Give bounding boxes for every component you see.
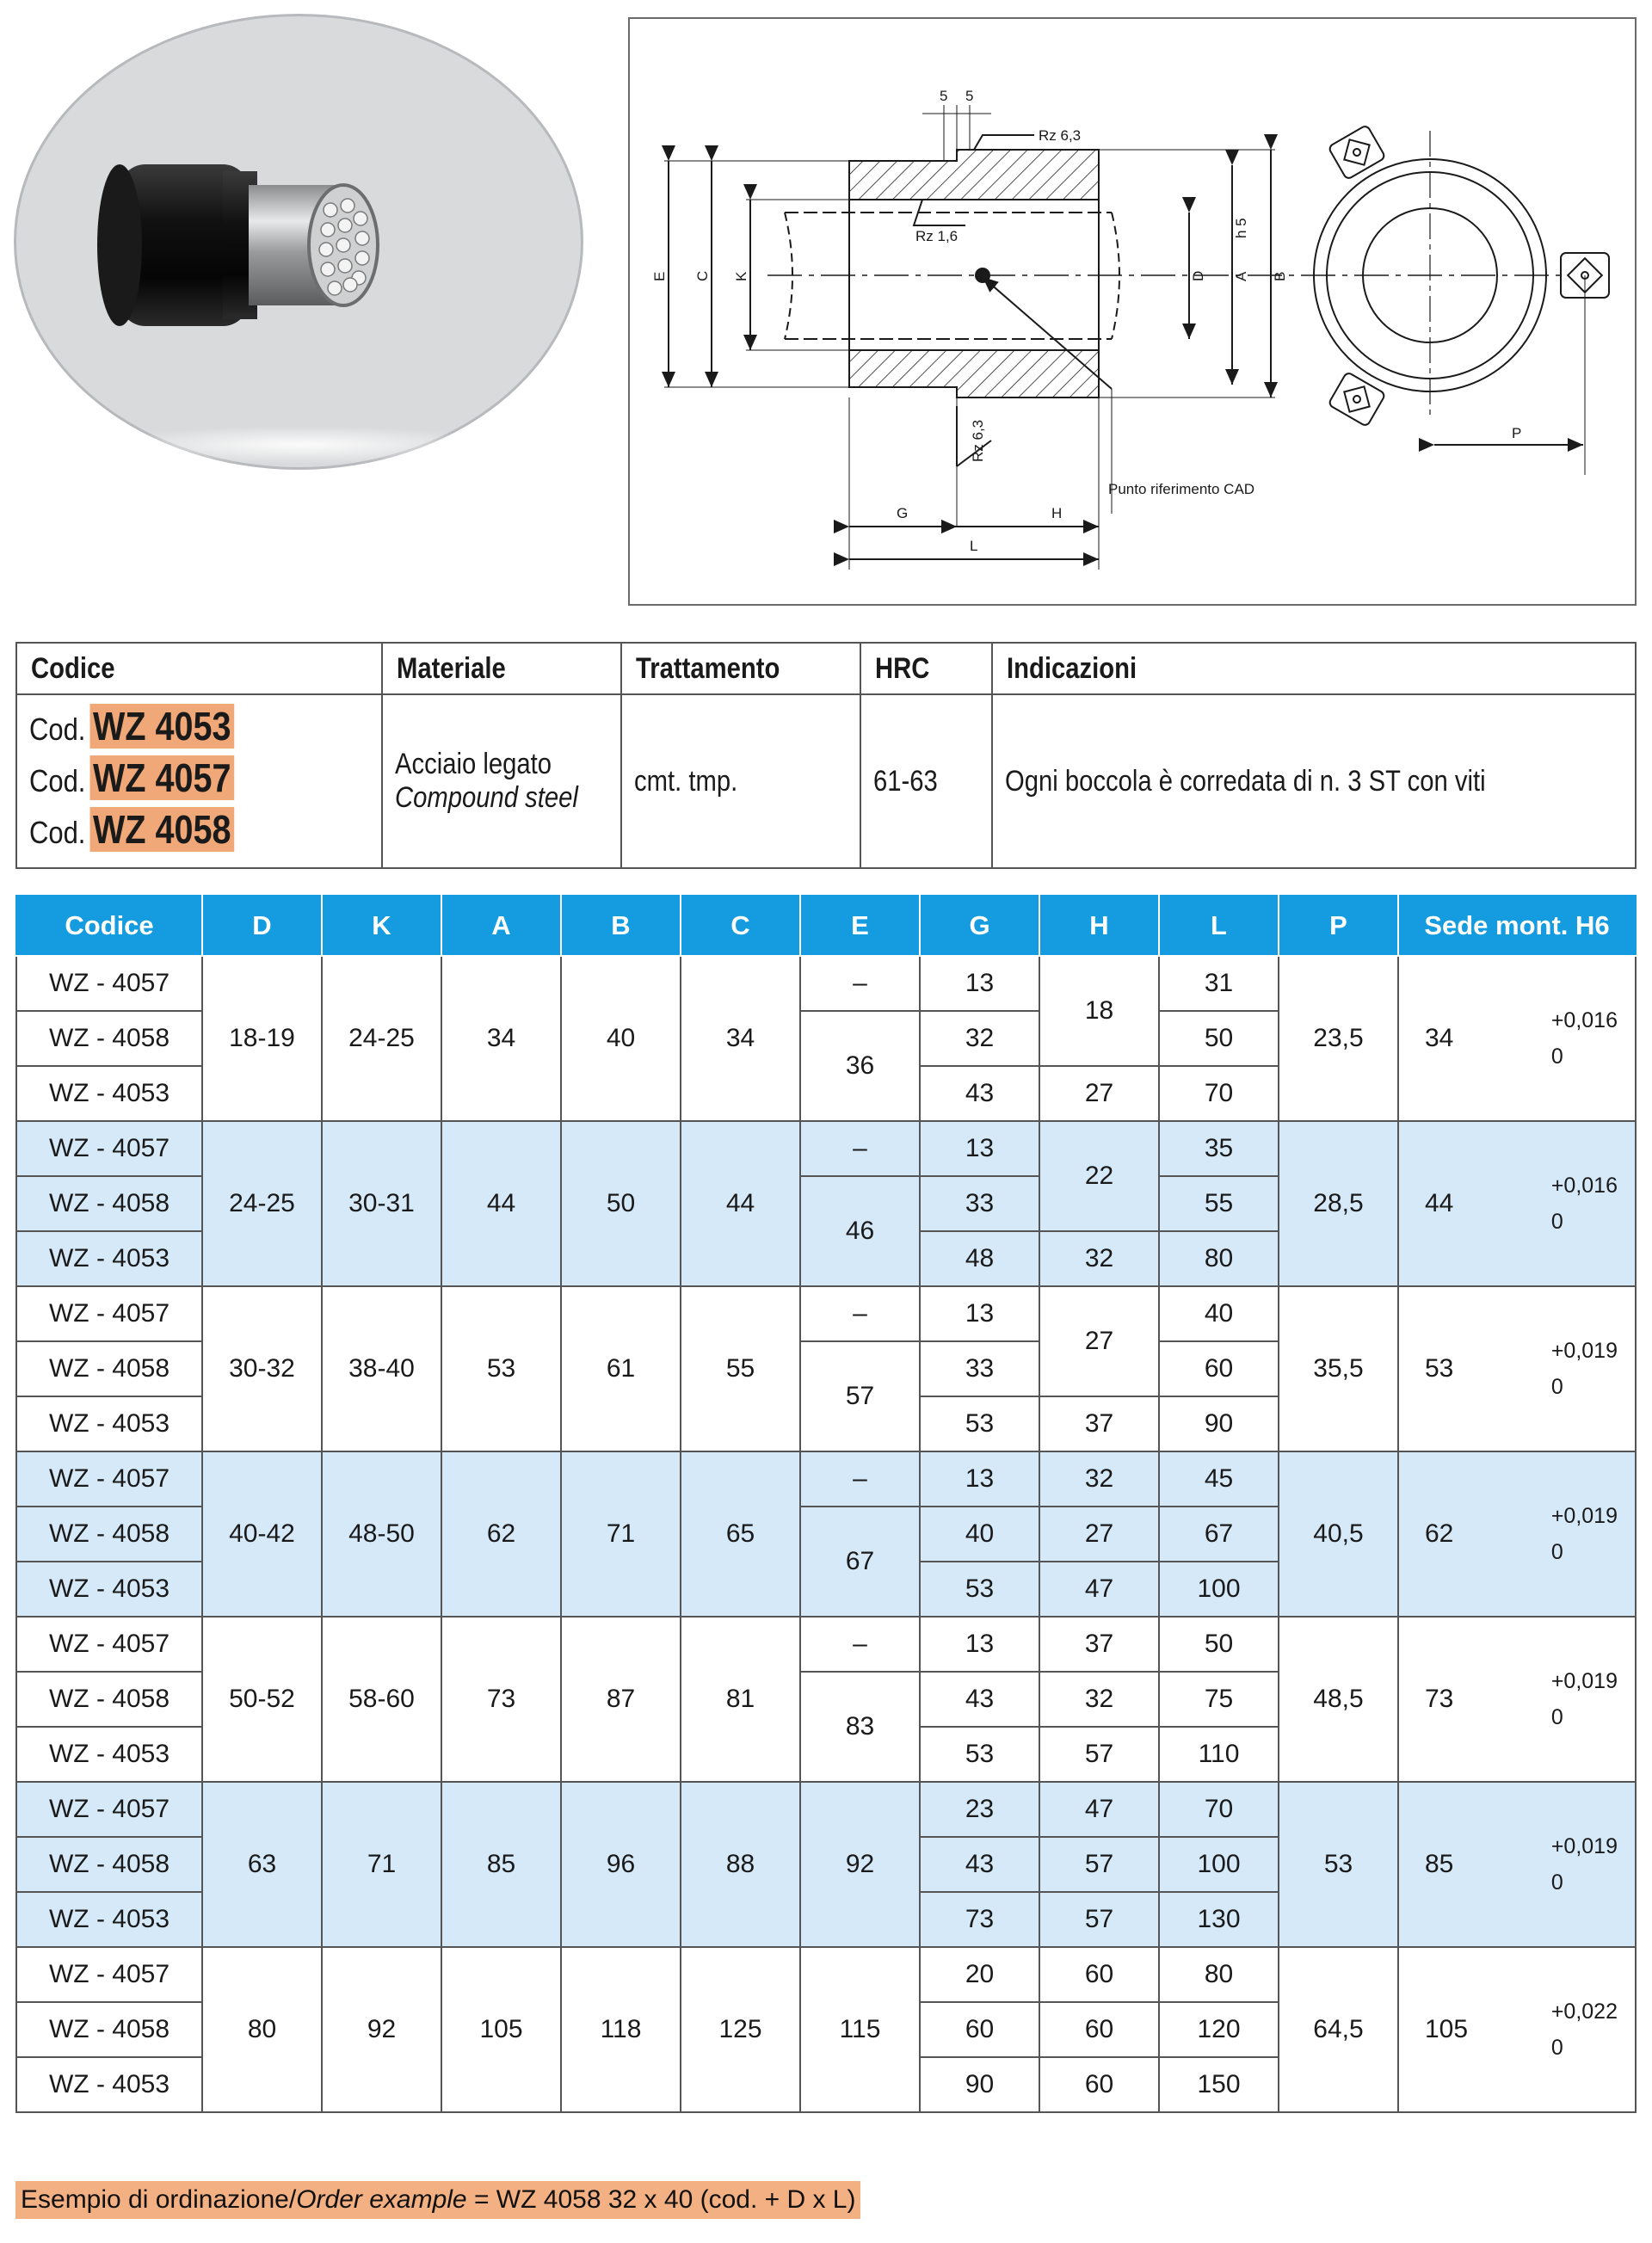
tolerance-lower: 0: [1550, 1870, 1563, 1895]
cell-g: 60: [920, 2002, 1039, 2057]
cell-g: 53: [920, 1396, 1039, 1451]
cell-h: 57: [1039, 1892, 1159, 1947]
cell-a: 85: [441, 1782, 561, 1947]
tolerance: [1551, 1002, 1618, 1075]
cell-p: 23,5: [1279, 956, 1398, 1121]
code-cell: WZ - 4057: [16, 1286, 202, 1341]
order-example-prefix: Esempio di ordinazione/: [21, 2185, 297, 2214]
cell-b: 50: [561, 1121, 681, 1286]
tolerance-upper: +0,019: [1550, 1504, 1618, 1528]
cell-l: 150: [1159, 2057, 1279, 2112]
cell-g: 40: [920, 1507, 1039, 1562]
cell-h: 22: [1039, 1121, 1159, 1231]
tolerance-lower: 0: [1550, 2036, 1563, 2060]
rz-top-label: Rz 6,3: [1039, 127, 1082, 144]
cell-k: 58-60: [322, 1617, 441, 1782]
cell-g: 20: [920, 1947, 1039, 2002]
code-line: Cod. WZ 4053: [29, 704, 369, 755]
cell-e: –: [800, 956, 920, 1011]
cell-l: 80: [1159, 1231, 1279, 1286]
cell-l: 100: [1159, 1562, 1279, 1617]
cell-g: 13: [920, 1617, 1039, 1672]
cell-a: 105: [441, 1947, 561, 2112]
col-header-d: D: [202, 896, 322, 956]
cell-c: 81: [681, 1617, 800, 1782]
dim-p-label: P: [1512, 425, 1522, 441]
code-cell: WZ - 4058: [16, 1176, 202, 1231]
cell-l: 100: [1159, 1837, 1279, 1892]
dim-a-label: A: [1233, 271, 1249, 281]
dimension-table-body: [16, 956, 1636, 2112]
cell-l: 45: [1159, 1451, 1279, 1507]
cell-e: 36: [800, 1011, 920, 1121]
cell-g: 90: [920, 2057, 1039, 2112]
info-body-row: [16, 694, 1636, 868]
code-cell: WZ - 4058: [16, 1672, 202, 1727]
cell-k: 24-25: [322, 956, 441, 1121]
cell-c: 65: [681, 1451, 800, 1617]
dim-b-label: B: [1272, 271, 1288, 281]
dim-e-label: E: [651, 271, 668, 281]
code-cell: WZ - 4053: [16, 1727, 202, 1782]
col-header-b: B: [561, 896, 681, 956]
code-cell: WZ - 4053: [16, 1231, 202, 1286]
code-cell: WZ - 4057: [16, 1451, 202, 1507]
cell-g: 33: [920, 1176, 1039, 1231]
dimension-table: [15, 895, 1637, 2113]
cell-h: 47: [1039, 1562, 1159, 1617]
tolerance-upper: +0,019: [1550, 1339, 1618, 1363]
cell-k: 71: [322, 1782, 441, 1947]
table-row: [16, 1617, 1636, 1672]
cell-g: 32: [920, 1011, 1039, 1066]
code-cell: WZ - 4058: [16, 1507, 202, 1562]
cell-l: 70: [1159, 1066, 1279, 1121]
cell-c: 55: [681, 1286, 800, 1451]
cell-e: –: [800, 1617, 920, 1672]
table-row: [16, 956, 1636, 1011]
cell-h: 57: [1039, 1727, 1159, 1782]
cell-a: 34: [441, 956, 561, 1121]
sede-fit: [1399, 1663, 1635, 1735]
cell-p: 48,5: [1279, 1617, 1398, 1782]
cell-b: 71: [561, 1451, 681, 1617]
col-header-a: A: [441, 896, 561, 956]
dim-g-label: G: [897, 505, 909, 521]
dim-k-label: K: [733, 271, 749, 281]
tolerance-lower: 0: [1550, 1540, 1563, 1564]
cell-l: 67: [1159, 1507, 1279, 1562]
code-cell: WZ - 4057: [16, 956, 202, 1011]
code-cell: WZ - 4053: [16, 1892, 202, 1947]
tolerance: [1551, 1663, 1618, 1735]
cell-h: 37: [1039, 1617, 1159, 1672]
code-cell: WZ - 4058: [16, 1837, 202, 1892]
cell-l: 40: [1159, 1286, 1279, 1341]
cell-h: 60: [1039, 1947, 1159, 2002]
cell-sede: [1398, 1286, 1636, 1451]
cell-l: 130: [1159, 1892, 1279, 1947]
cell-g: 13: [920, 1121, 1039, 1176]
code-line: Cod. WZ 4057: [29, 755, 369, 807]
cell-l: 120: [1159, 2002, 1279, 2057]
dim-d-label: D: [1190, 270, 1206, 281]
tolerance: [1551, 1168, 1618, 1240]
col-header-h: H: [1039, 896, 1159, 956]
cell-sede: [1398, 1121, 1636, 1286]
cell-a: 44: [441, 1121, 561, 1286]
sede-nominal: 62: [1425, 1519, 1454, 1548]
order-example: [15, 2181, 860, 2219]
cell-d: 40-42: [202, 1451, 322, 1617]
dim-h5-label: h 5: [1233, 218, 1249, 238]
col-header-k: K: [322, 896, 441, 956]
cell-e: –: [800, 1286, 920, 1341]
material-it: Acciaio legato: [395, 748, 552, 780]
cell-sede: [1398, 956, 1636, 1121]
table-row: [16, 1782, 1636, 1837]
cell-d: 24-25: [202, 1121, 322, 1286]
tolerance-lower: 0: [1550, 1705, 1563, 1729]
cell-l: 70: [1159, 1782, 1279, 1837]
cell-sede: [1398, 1782, 1636, 1947]
order-example-italic: Order example: [296, 2185, 467, 2214]
cell-e: 57: [800, 1341, 920, 1451]
cell-a: 73: [441, 1617, 561, 1782]
cell-p: 35,5: [1279, 1286, 1398, 1451]
bushing-image: [16, 16, 581, 467]
cell-l: 55: [1159, 1176, 1279, 1231]
code-cell: WZ - 4053: [16, 1396, 202, 1451]
cell-g: 43: [920, 1066, 1039, 1121]
cell-p: 53: [1279, 1782, 1398, 1947]
cell-l: 80: [1159, 1947, 1279, 2002]
code-cell: WZ - 4053: [16, 1066, 202, 1121]
cell-sede: [1398, 1451, 1636, 1617]
cell-g: 23: [920, 1782, 1039, 1837]
sede-nominal: 44: [1425, 1189, 1454, 1217]
table-row: [16, 1121, 1636, 1176]
table-row: [16, 1451, 1636, 1507]
cell-d: 30-32: [202, 1286, 322, 1451]
info-header-materiale: Materiale: [382, 643, 621, 694]
cell-g: 53: [920, 1727, 1039, 1782]
cell-d: 50-52: [202, 1617, 322, 1782]
cell-sede: [1398, 1617, 1636, 1782]
info-header-indicazioni: Indicazioni: [992, 643, 1636, 694]
cell-k: 92: [322, 1947, 441, 2112]
tolerance: [1551, 1498, 1618, 1570]
cell-g: 48: [920, 1231, 1039, 1286]
cell-g: 13: [920, 1286, 1039, 1341]
tolerance-lower: 0: [1550, 1375, 1563, 1399]
cell-l: 90: [1159, 1396, 1279, 1451]
rz-bottom-label: Rz 6,3: [970, 419, 986, 462]
cell-b: 87: [561, 1617, 681, 1782]
col-header-p: P: [1279, 896, 1398, 956]
sede-nominal: 85: [1425, 1850, 1454, 1878]
cell-k: 30-31: [322, 1121, 441, 1286]
cell-h: 57: [1039, 1837, 1159, 1892]
cell-h: 47: [1039, 1782, 1159, 1837]
info-header-codice: Codice: [16, 643, 382, 694]
info-codes-cell: [16, 694, 382, 868]
col-header-g: G: [920, 896, 1039, 956]
cell-h: 37: [1039, 1396, 1159, 1451]
cell-c: 44: [681, 1121, 800, 1286]
cell-b: 96: [561, 1782, 681, 1947]
sede-fit: [1399, 1333, 1635, 1405]
cell-k: 48-50: [322, 1451, 441, 1617]
cell-c: 34: [681, 956, 800, 1121]
sede-nominal: 105: [1425, 2015, 1469, 2043]
info-header-row: [16, 643, 1636, 694]
cell-l: 60: [1159, 1341, 1279, 1396]
product-photo: [14, 14, 583, 470]
cell-l: 75: [1159, 1672, 1279, 1727]
col-header-sede: Sede mont. H6: [1398, 896, 1636, 956]
sede-nominal: 53: [1425, 1354, 1454, 1383]
cell-g: 13: [920, 956, 1039, 1011]
cad-point-label: Punto riferimento CAD: [1108, 481, 1255, 497]
dim-h-label: H: [1051, 505, 1063, 521]
code-line: Cod. WZ 4058: [29, 807, 369, 859]
code-cell: WZ - 4058: [16, 1341, 202, 1396]
info-notes-cell: Ogni boccola è corredata di n. 3 ST con viti: [992, 694, 1636, 868]
dimension-header-row: [16, 896, 1636, 956]
cell-p: 64,5: [1279, 1947, 1398, 2112]
cell-h: 32: [1039, 1451, 1159, 1507]
cell-b: 118: [561, 1947, 681, 2112]
col-header-codice: Codice: [16, 896, 202, 956]
dim-5-right: 5: [965, 88, 974, 104]
col-header-c: C: [681, 896, 800, 956]
cell-h: 27: [1039, 1066, 1159, 1121]
cell-c: 125: [681, 1947, 800, 2112]
tolerance-upper: +0,019: [1550, 1669, 1618, 1693]
info-hrc-cell: 61-63: [860, 694, 992, 868]
rz-inner-label: Rz 1,6: [915, 228, 959, 244]
cell-l: 50: [1159, 1617, 1279, 1672]
cell-d: 63: [202, 1782, 322, 1947]
cell-g: 73: [920, 1892, 1039, 1947]
cell-b: 61: [561, 1286, 681, 1451]
tolerance-lower: 0: [1550, 1044, 1563, 1069]
cell-e: 67: [800, 1507, 920, 1617]
cell-d: 18-19: [202, 956, 322, 1121]
cell-k: 38-40: [322, 1286, 441, 1451]
sede-nominal: 34: [1425, 1024, 1454, 1052]
info-table: [15, 642, 1637, 869]
code-cell: WZ - 4053: [16, 1562, 202, 1617]
info-material-cell: [382, 694, 621, 868]
cell-h: 60: [1039, 2002, 1159, 2057]
code-cell: WZ - 4057: [16, 1782, 202, 1837]
cell-l: 50: [1159, 1011, 1279, 1066]
col-header-e: E: [800, 896, 920, 956]
cell-g: 13: [920, 1451, 1039, 1507]
cell-h: 32: [1039, 1672, 1159, 1727]
tolerance: [1551, 1993, 1618, 2066]
cell-h: 27: [1039, 1507, 1159, 1562]
cell-l: 110: [1159, 1727, 1279, 1782]
sede-fit: [1399, 1168, 1635, 1240]
cell-a: 62: [441, 1451, 561, 1617]
cell-sede: [1398, 1947, 1636, 2112]
info-header-trattamento: Trattamento: [621, 643, 860, 694]
info-header-hrc: HRC: [860, 643, 992, 694]
tolerance-upper: +0,016: [1550, 1008, 1618, 1032]
cell-g: 53: [920, 1562, 1039, 1617]
cell-d: 80: [202, 1947, 322, 2112]
cell-b: 40: [561, 956, 681, 1121]
cell-e: –: [800, 1121, 920, 1176]
tolerance: [1551, 1333, 1618, 1405]
cell-e: –: [800, 1451, 920, 1507]
sede-fit: [1399, 1828, 1635, 1901]
info-treatment-cell: cmt. tmp.: [621, 694, 860, 868]
cell-l: 31: [1159, 956, 1279, 1011]
code-cell: WZ - 4058: [16, 2002, 202, 2057]
sede-fit: [1399, 1498, 1635, 1570]
cell-l: 35: [1159, 1121, 1279, 1176]
code-cell: WZ - 4057: [16, 1121, 202, 1176]
code-badge: WZ 4058: [90, 807, 234, 852]
dim-l-label: L: [970, 538, 978, 554]
cell-e: 46: [800, 1176, 920, 1286]
tolerance-upper: +0,019: [1550, 1834, 1618, 1858]
sede-fit: [1399, 1993, 1635, 2066]
code-cell: WZ - 4058: [16, 1011, 202, 1066]
technical-drawing: [628, 17, 1637, 606]
cell-g: 33: [920, 1341, 1039, 1396]
cell-e: 83: [800, 1672, 920, 1782]
bushing-drawing-svg: [630, 19, 1635, 604]
tolerance: [1551, 1828, 1618, 1901]
sede-nominal: 73: [1425, 1685, 1454, 1713]
cell-p: 40,5: [1279, 1451, 1398, 1617]
material-en: Compound steel: [395, 781, 578, 814]
cell-a: 53: [441, 1286, 561, 1451]
tolerance-upper: +0,016: [1550, 1174, 1618, 1198]
cad-reference-point-icon: [975, 268, 990, 283]
cell-e: 92: [800, 1782, 920, 1947]
dim-c-label: C: [694, 270, 711, 281]
sede-fit: [1399, 1002, 1635, 1075]
code-cell: WZ - 4053: [16, 2057, 202, 2112]
dim-5-left: 5: [940, 88, 948, 104]
cell-g: 43: [920, 1837, 1039, 1892]
code-cell: WZ - 4057: [16, 1617, 202, 1672]
cell-p: 28,5: [1279, 1121, 1398, 1286]
code-badge: WZ 4057: [90, 755, 234, 800]
tolerance-lower: 0: [1550, 1210, 1563, 1234]
cell-h: 27: [1039, 1286, 1159, 1396]
cell-h: 18: [1039, 956, 1159, 1066]
cell-g: 43: [920, 1672, 1039, 1727]
table-row: [16, 1286, 1636, 1341]
cell-h: 32: [1039, 1231, 1159, 1286]
order-example-suffix: = WZ 4058 32 x 40 (cod. + D x L): [466, 2185, 856, 2214]
cell-e: 115: [800, 1947, 920, 2112]
cell-c: 88: [681, 1782, 800, 1947]
table-row: [16, 1947, 1636, 2002]
col-header-l: L: [1159, 896, 1279, 956]
code-cell: WZ - 4057: [16, 1947, 202, 2002]
code-badge: WZ 4053: [90, 704, 234, 749]
cell-h: 60: [1039, 2057, 1159, 2112]
tolerance-upper: +0,022: [1550, 2000, 1618, 2024]
